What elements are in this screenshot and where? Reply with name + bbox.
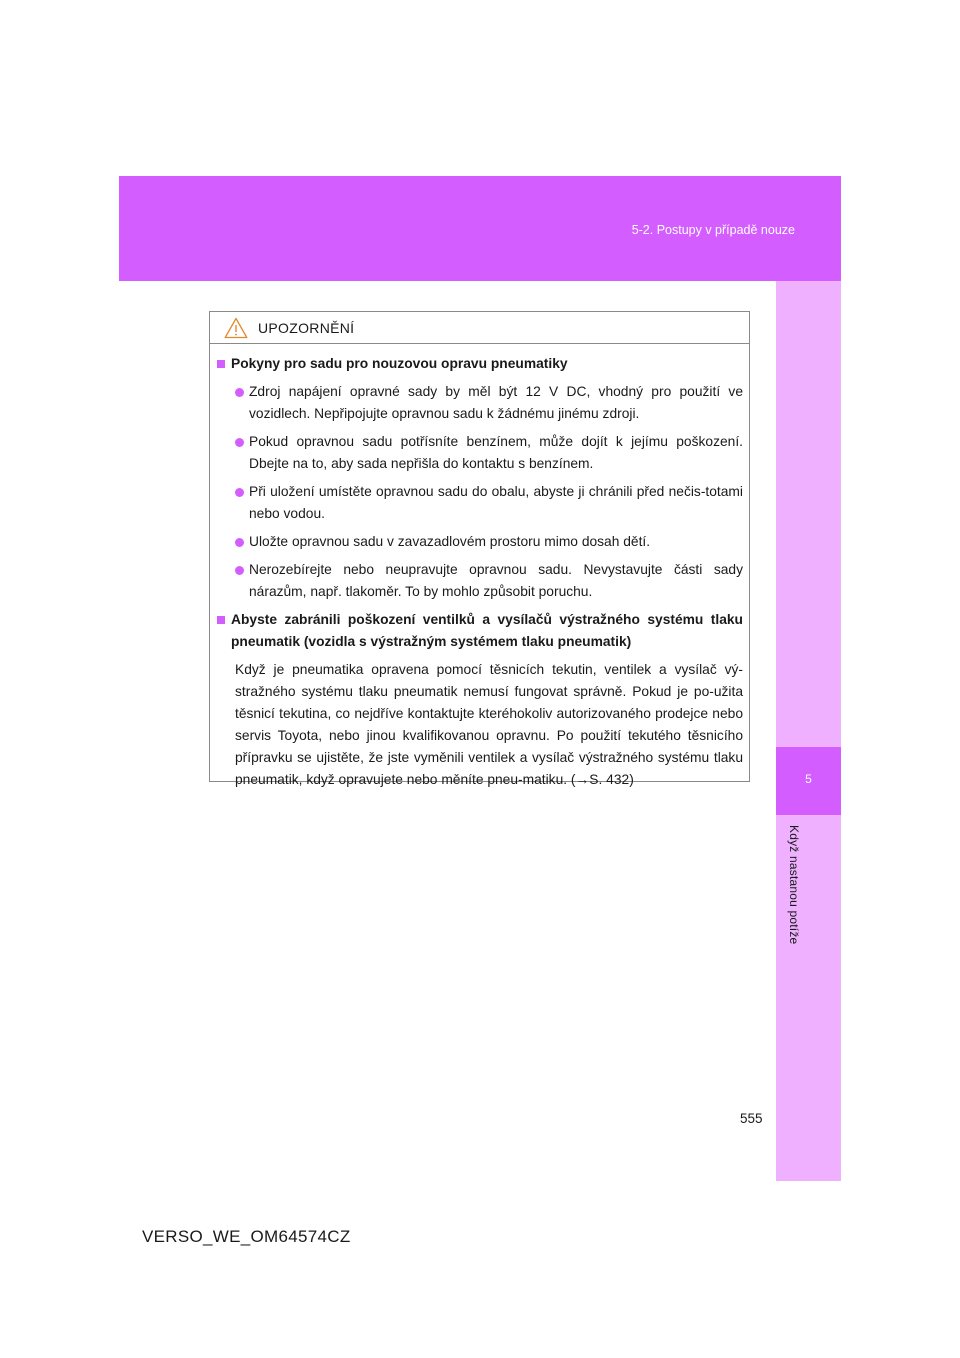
circle-bullet-icon — [235, 566, 244, 575]
list-item-text: Při uložení umístěte opravnou sadu do obalu, abyste ji chránili před nečis-totami nebo vodou. — [249, 484, 743, 521]
section-heading-text: Pokyny pro sadu pro nouzovou opravu pneumatiky — [231, 356, 568, 371]
list-item — [216, 559, 743, 603]
document-code: VERSO_WE_OM64574CZ — [142, 1227, 351, 1246]
list-item-text: Nerozebírejte nebo neupravujte opravnou sadu. Nevystavujte části sady nárazům, např. tlakoměr. To by mohlo způsobit poruchu. — [249, 562, 743, 599]
warning-title: UPOZORNĚNÍ — [258, 319, 355, 336]
warning-triangle-icon — [224, 317, 248, 339]
list-item-text: Pokud opravnou sadu potřísníte benzínem, může dojít k jejímu poškození. Dbejte na to, aby sada nepřišla do kontaktu s benzínem. — [249, 434, 743, 471]
warning-body — [210, 344, 749, 791]
circle-bullet-icon — [235, 388, 244, 397]
circle-bullet-icon — [235, 438, 244, 447]
chapter-title: Když nastanou potíže — [787, 825, 801, 945]
chapter-tab — [776, 747, 841, 815]
square-bullet-icon — [217, 616, 225, 624]
section-heading — [216, 353, 743, 375]
header-band — [119, 176, 841, 281]
section-heading-text: Abyste zabránili poškození ventilků a vysílačů výstražného systému tlaku pneumatik (vozidla s výstražným systémem tlaku pneumatik) — [231, 612, 743, 649]
list-item-text: Zdroj napájení opravné sady by měl být 12 V DC, vhodný pro použití ve vozidlech. Nepřipojujte opravnou sadu k žádnému jinému zdroji. — [249, 384, 743, 421]
list-item — [216, 531, 743, 553]
list-item — [216, 381, 743, 425]
circle-bullet-icon — [235, 488, 244, 497]
circle-bullet-icon — [235, 538, 244, 547]
list-item-text: Uložte opravnou sadu v zavazadlovém prostoru mimo dosah dětí. — [249, 534, 651, 549]
section-title: 5-2. Postupy v případě nouze — [631, 223, 795, 237]
warning-box — [209, 311, 750, 787]
square-bullet-icon — [217, 360, 225, 368]
list-item — [216, 481, 743, 525]
warning-header — [210, 312, 749, 344]
section-paragraph: Když je pneumatika opravena pomocí těsnicích tekutin, ventilek a vysílač vý-stražného systému tlaku pneumatik nemusí fungovat správně. Pokud je po-užita těsnicí tekutina, co nejdříve kontaktujte kteréhokoliv autorizovaného prodejce nebo servis Toyota, nebo jinou kvalifikovanou opravnu. Po použití tekutého těsnicího přípravku se ujistěte, že jste vyměnili ventilek a vysílač výstražného systému tlaku pneumatik, když opravujete nebo měníte pneu-matiku. (→S. 432) — [235, 662, 743, 787]
list-item — [216, 431, 743, 475]
section-heading — [216, 609, 743, 653]
page-number: 555 — [740, 1111, 763, 1126]
chapter-number: 5 — [805, 772, 812, 786]
side-tab — [776, 281, 841, 1181]
